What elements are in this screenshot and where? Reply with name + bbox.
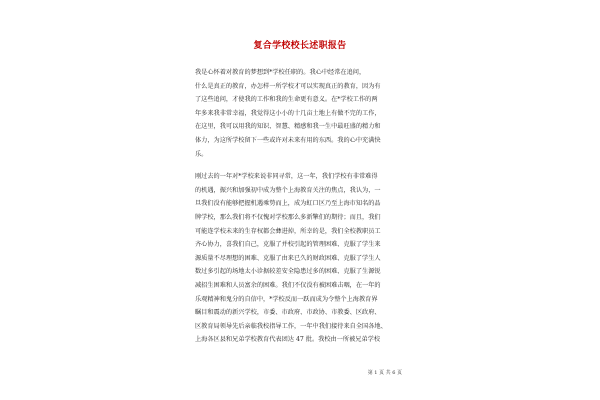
document-title: 复合学校校长述职报告 bbox=[253, 41, 347, 51]
paragraph-line: 乐观精神和鬼分的自信中，*学校反而一跃而成为令整个上海教育界 bbox=[195, 295, 378, 303]
paragraph-line: 减招生困难和人员富余的困难。我们不仅没有被困难击咽，在一年的 bbox=[195, 281, 381, 289]
paragraph-gap bbox=[195, 161, 407, 170]
paragraph-line: 了这些追问，才使我的工作和我的生命更有意义。在*学校工作的两 bbox=[195, 96, 378, 104]
paragraph-line: 可能连学校未来的生存权都会彝进掉，所幸的是，我们全校教职员工 bbox=[195, 227, 381, 235]
paragraph-line: 区教育局领导先后亲临我校指导工作，一年中我们接待来自全国各地、 bbox=[195, 322, 387, 330]
paragraph-line: 牌学校，那么我们将不仅愧对学校那么多新擎们的期待；而且，我们 bbox=[195, 213, 381, 221]
document-body bbox=[195, 66, 407, 347]
paragraph-line: 体力，为这所学校留下一些或许对未来有用的东西。我的心中充满快 bbox=[195, 136, 381, 144]
paragraph-line: 旦我们没有能够把握机遇乘势而上，成为虹口区乃至上海市知名的品 bbox=[195, 200, 381, 208]
paragraph-line: 源质量不尽理想的困难、克服了由来已久的财政困难、克服了学生人 bbox=[195, 254, 381, 262]
paragraph-line: 齐心协力，喜我们自己，克服了并校引起的管理困难、克服了学生来 bbox=[195, 241, 381, 249]
paragraph-line: 数过多引起的场地太小诊据较差安全隐患过多的困难、克服了生源锐 bbox=[195, 268, 381, 276]
paragraph-line: 年多来我非常幸福，我觉得这小小的十几亩土地上有做不完的工作， bbox=[195, 109, 381, 117]
paragraph-line: 什么是真正的教育，办怎样一所学校才可以实现真正的教育，因为有 bbox=[195, 82, 381, 90]
paragraph-line: 乐。 bbox=[195, 150, 208, 158]
paragraph-line: 瞩目和震动的新兴学校，市委、市政府、市政协、市教委、区政府、 bbox=[195, 309, 381, 317]
paragraph-line: 的机遇，振兴和加强初中成为整个上海教育关注的焦点，我认为，一 bbox=[195, 186, 381, 194]
page-number: 第 1 页 共 6 页 bbox=[367, 370, 402, 376]
paragraph-line: 在这里，我可以用我的知识、智慧、精感和我一生中最旺盛的精力和 bbox=[195, 123, 381, 131]
paragraph-line: 刚过去的一年对*学校来说非同寻常，这一年，我们学校有非常难得 bbox=[195, 173, 378, 181]
paragraph-line: 上海各区县和兄弟学校教育代表团达 47 批。我校由一所被兄弟学校 bbox=[195, 336, 381, 344]
paragraph-line: 我是心怀着对教育的梦想到*学校任职的。我心中经常在追问， bbox=[195, 69, 366, 76]
